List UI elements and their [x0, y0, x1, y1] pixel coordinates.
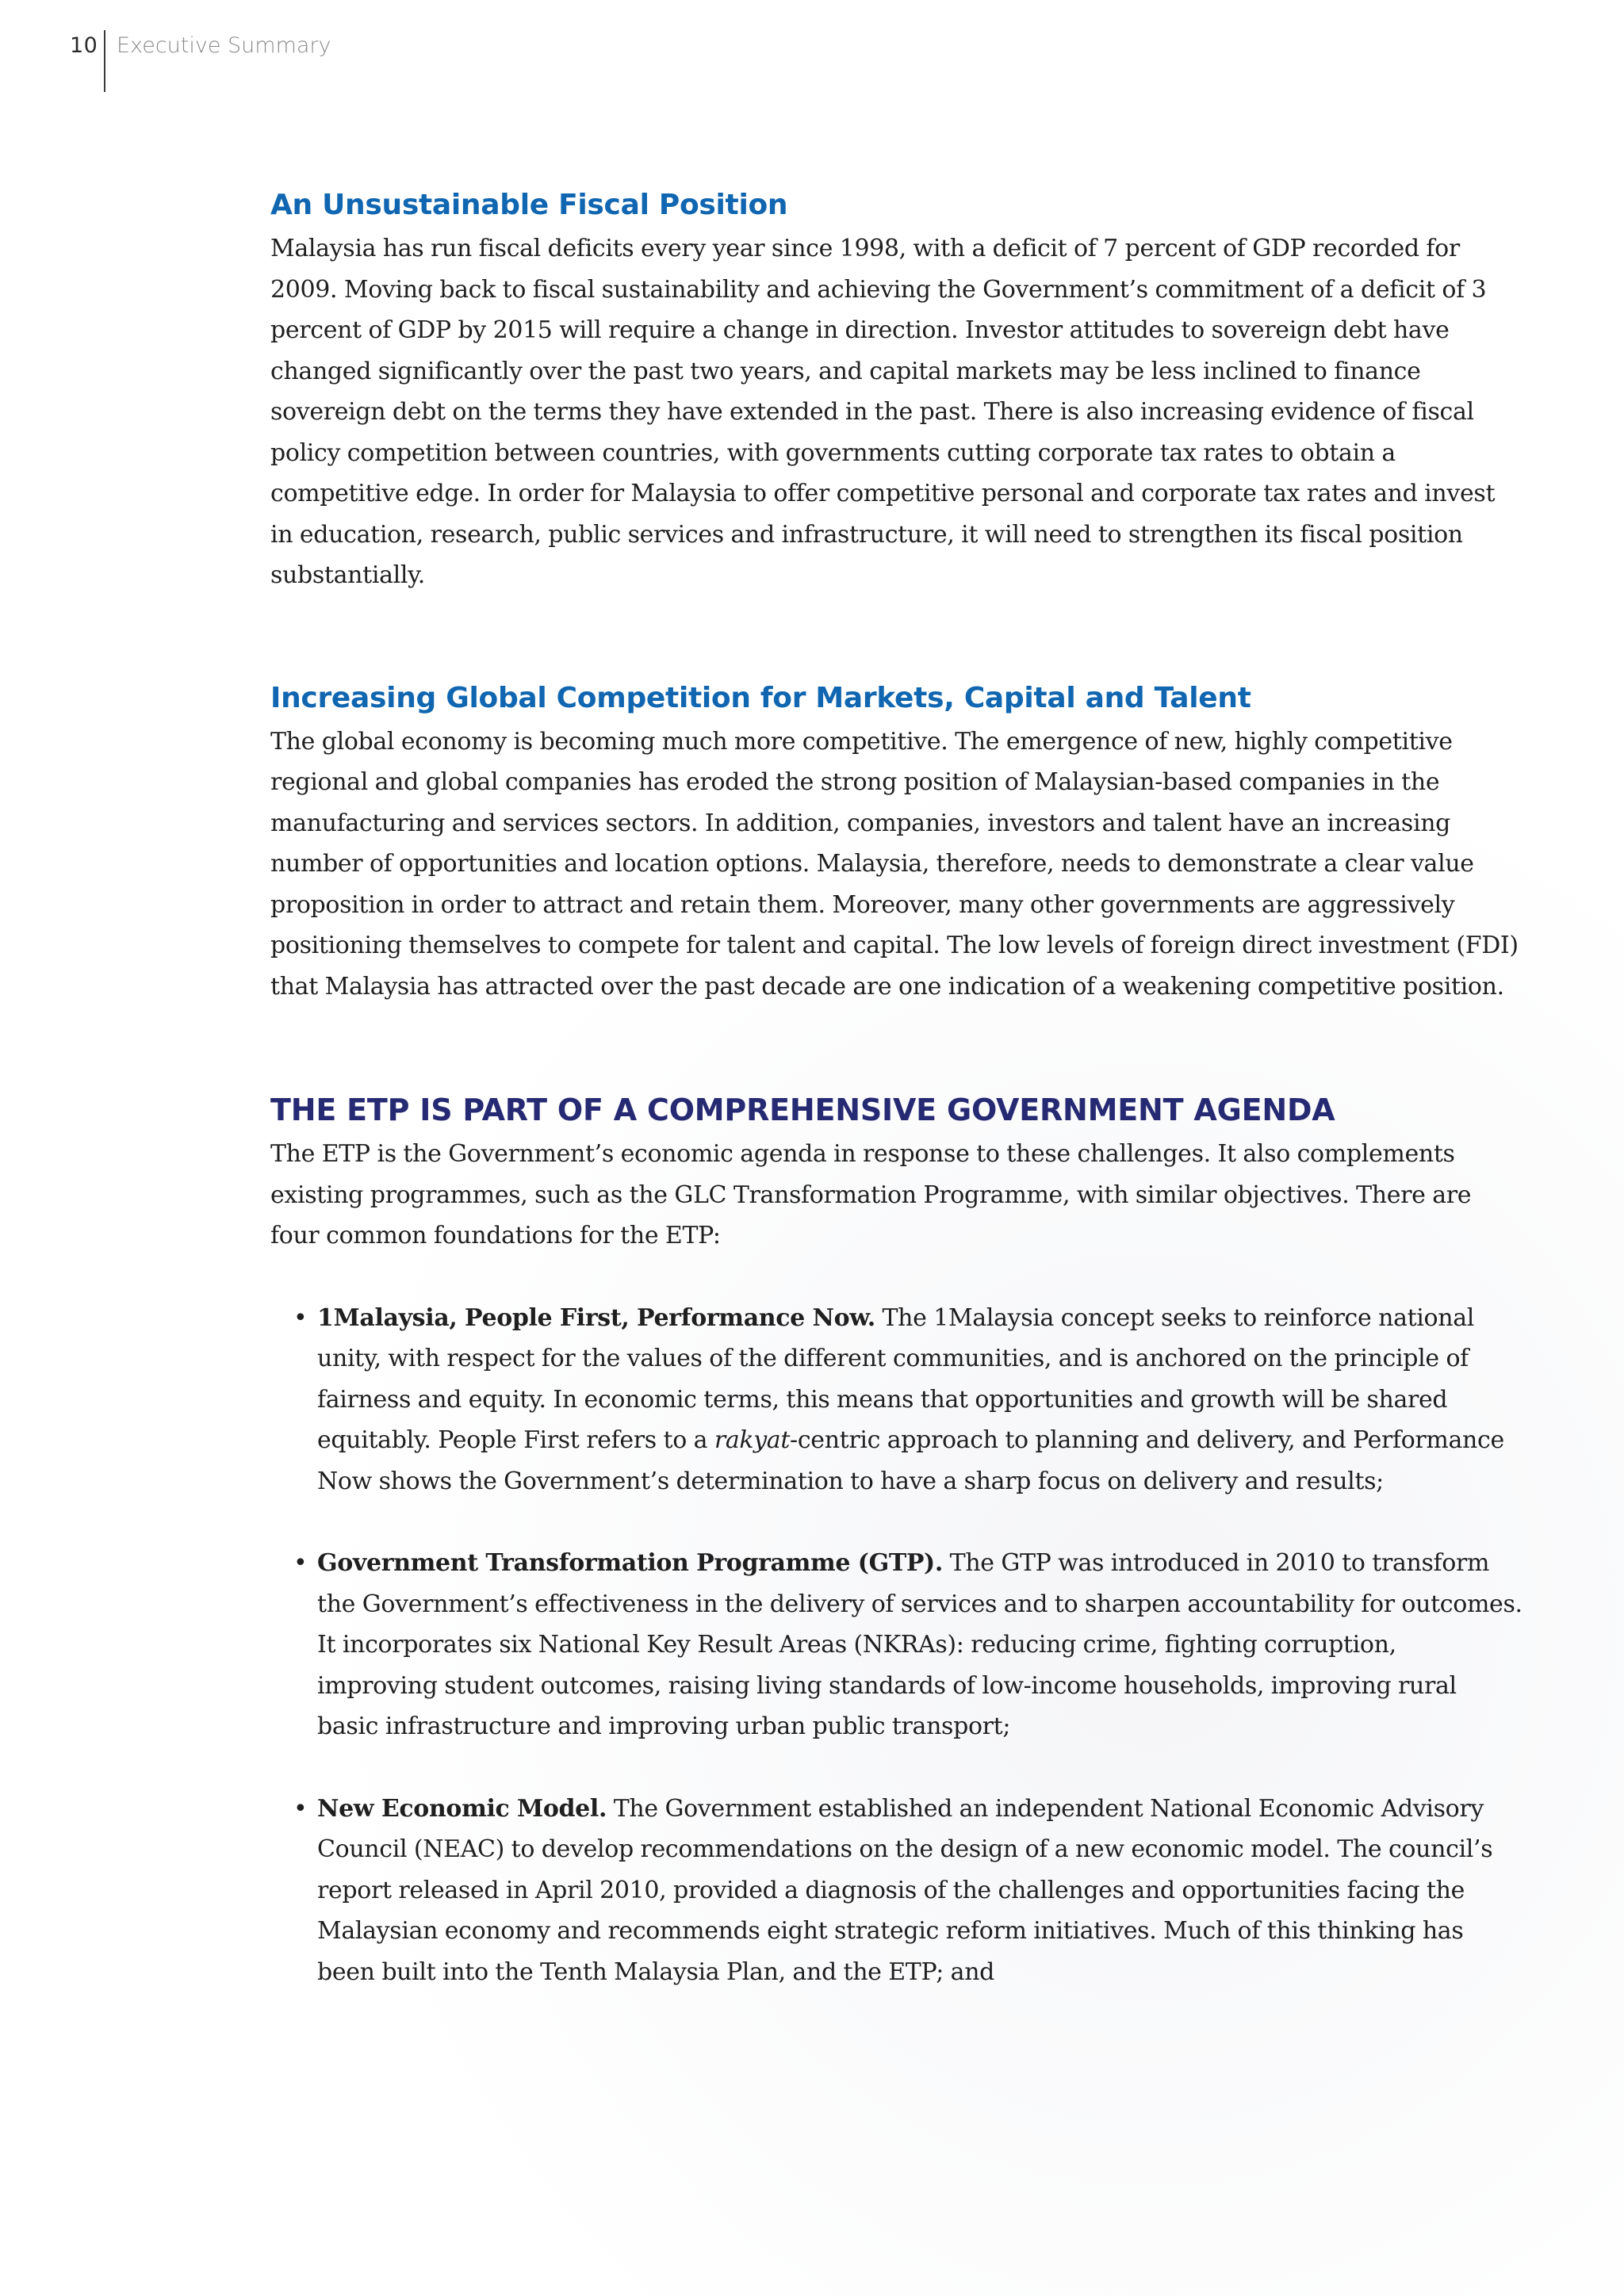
agenda-heading: THE ETP IS PART OF A COMPREHENSIVE GOVERNMENT AGENDA: [270, 1093, 1335, 1127]
bullet-marker: •: [293, 1303, 308, 1332]
section-name: Executive Summary: [117, 33, 331, 58]
page-number: 10: [70, 33, 98, 58]
bullet-lead: 1Malaysia, People First, Performance Now.: [317, 1303, 875, 1332]
bullet-marker: •: [293, 1549, 308, 1577]
section-government-agenda: [270, 1086, 1523, 1992]
competition-paragraph: The global economy is becoming much more competitive. The emergence of new, highly competitive regional and global companies has eroded the strong position of Malaysian-based companies in the manufacturing and services sectors. In addition, companies, investors and talent have an increasing number of opportunities and location options. Malaysia, therefore, needs to demonstrate a clear value proposition in order to attract and retain them. Moreover, many other governments are aggressively positioning themselves to compete for talent and capital. The low levels of foreign direct investment (FDI) that Malaysia has attracted over the past decade are one indication of a weakening competitive position.: [270, 727, 1519, 1001]
list-item: [270, 1543, 1523, 1747]
section-fiscal-position: [270, 182, 1523, 596]
bullet-lead: New Economic Model.: [317, 1794, 607, 1823]
bullet-text: [317, 1298, 1523, 1502]
bullet-text: [317, 1543, 1523, 1747]
fiscal-paragraph: Malaysia has run fiscal deficits every year since 1998, with a deficit of 7 percent of GDP recorded for 2009. Moving back to fiscal sustainability and achieving the Government’s commitment of a deficit of 3 percent of GDP by 2015 will require a change in direction. Investor attitudes to sovereign debt have changed significantly over the past two years, and capital markets may be less inclined to finance sovereign debt on the terms they have extended in the past. There is also increasing evidence of fiscal policy competition between countries, with governments cutting corporate tax rates to obtain a competitive edge. In order for Malaysia to offer competitive personal and corporate tax rates and invest in education, research, public services and infrastructure, it will need to strengthen its fiscal position substantially.: [270, 235, 1496, 589]
agenda-intro: The ETP is the Government’s economic agenda in response to these challenges. It also complements existing programmes, such as the GLC Transformation Programme, with similar objectives. There are four common foundations for the ETP:: [270, 1140, 1472, 1249]
bullet-body: The 1Malaysia concept seeks to reinforce national unity, with respect for the values of the different communities, and is anchored on the principle of fairness and equity. In economic terms, this means that opportunities and growth will be shared equitably. People First refers to a: [317, 1303, 1475, 1454]
list-item: [270, 1789, 1523, 1993]
bullet-body: The Government established an independent National Economic Advisory Council (NEAC) to develop recommendations on the design of a new economic model. The council’s report released in April 2010, provided a diagnosis of the challenges and opportunities facing the Malaysian economy and recommends eight strategic reform initiatives. Much of this thinking has been built into the Tenth Malaysia Plan, and the ETP; and: [317, 1794, 1493, 1986]
foundations-list: [270, 1298, 1523, 1993]
header-divider: [104, 30, 105, 92]
bullet-body-continued: -centric approach to planning and delivery, and Performance Now shows the Government’s determination to have a sharp focus on delivery and results;: [317, 1426, 1504, 1495]
bullet-italic-term: rakyat: [714, 1426, 791, 1454]
list-item: [270, 1298, 1523, 1502]
bullet-lead: Government Transformation Programme (GTP).: [317, 1549, 943, 1577]
fiscal-heading: An Unsustainable Fiscal Position: [270, 189, 788, 221]
page-content: [270, 182, 1523, 1992]
bullet-body: The GTP was introduced in 2010 to transform the Government’s effectiveness in the delivery of services and to sharpen accountability for outcomes. It incorporates six National Key Result Areas (NKRAs): reducing crime, fighting corruption, improving student outcomes, raising living standards of low-income households, improving rural basic infrastructure and improving urban public transport;: [317, 1549, 1522, 1740]
section-global-competition: [270, 675, 1523, 1008]
competition-heading: Increasing Global Competition for Markets, Capital and Talent: [270, 681, 1251, 714]
bullet-text: [317, 1789, 1523, 1993]
bullet-marker: •: [293, 1794, 308, 1823]
